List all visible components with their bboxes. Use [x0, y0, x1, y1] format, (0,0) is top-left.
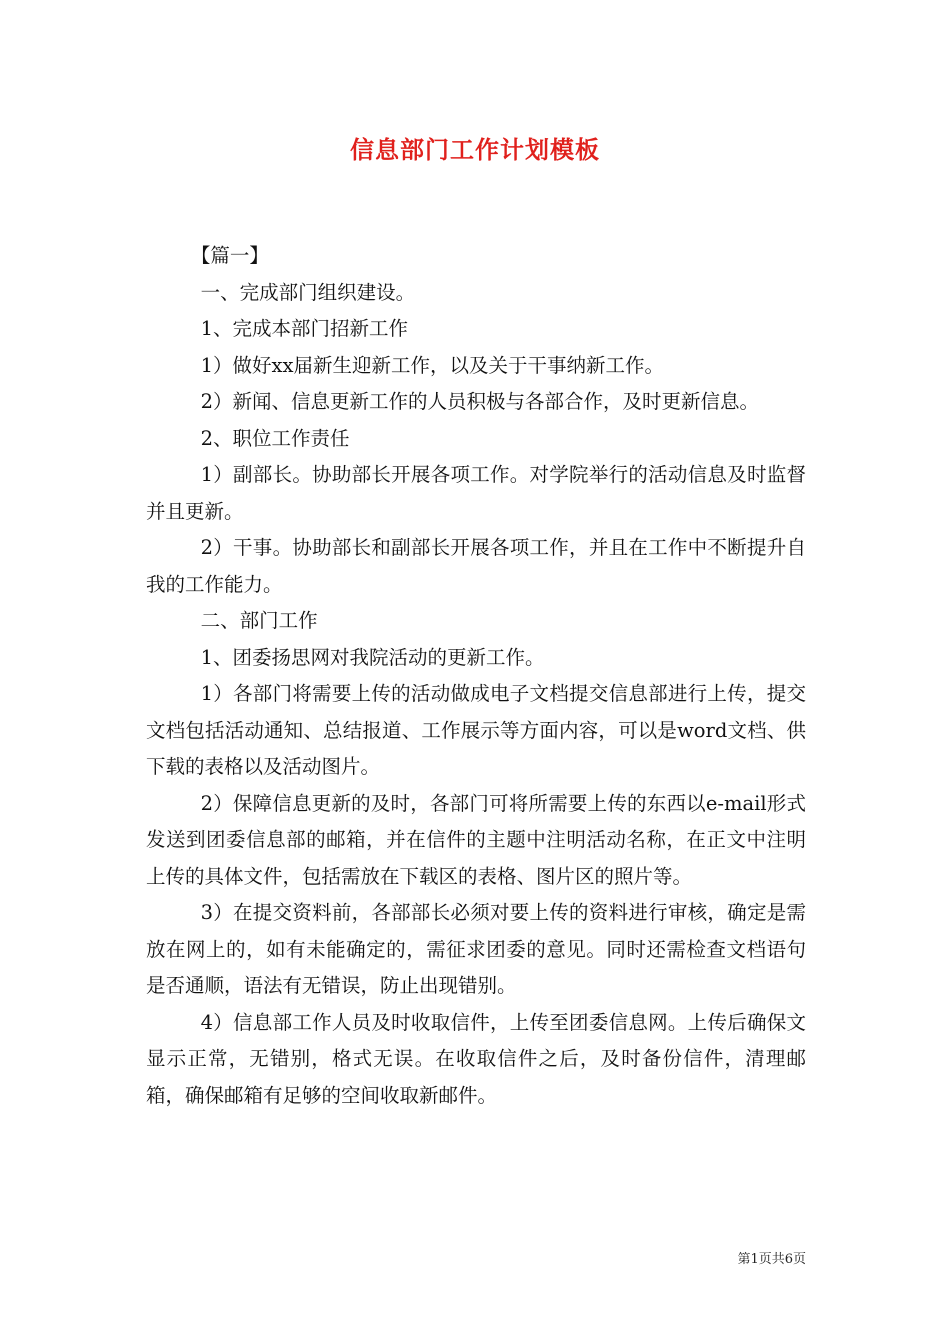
paragraph: 1）副部长。协助部长开展各项工作。对学院举行的活动信息及时监督并且更新。: [146, 463, 806, 523]
page-title: 信息部门工作计划模板: [350, 135, 600, 164]
document-body: [146, 238, 806, 1114]
paragraph: 二、部门工作: [200, 609, 318, 632]
section-marker: 【篇一】: [190, 244, 269, 267]
paragraph: 一、完成部门组织建设。: [200, 280, 416, 304]
paragraph: 2）新闻、信息更新工作的人员积极与各部合作，及时更新信息。: [200, 390, 760, 413]
paragraph: 2）干事。协助部长和副部长开展各项工作，并且在工作中不断提升自我的工作能力。: [146, 536, 806, 596]
paragraph: 1）做好xx届新生迎新工作，以及关于干事纳新工作。: [200, 353, 664, 377]
paragraph: 1、团委扬思网对我院活动的更新工作。: [200, 645, 545, 669]
paragraph: 2、职位工作责任: [200, 426, 350, 450]
paragraph: 4）信息部工作人员及时收取信件，上传至团委信息网。上传后确保文显示正常，无错别，格式无误。在收取信件之后，及时备份信件，清理邮箱，确保邮箱有足够的空间收取新邮件。: [146, 1010, 806, 1107]
paragraph: 1）各部门将需要上传的活动做成电子文档提交信息部进行上传，提交文档包括活动通知、总结报道、工作展示等方面内容，可以是word文档、供下载的表格以及活动图片。: [146, 682, 806, 778]
paragraph: 2）保障信息更新的及时，各部门可将所需要上传的东西以e-mail形式发送到团委信息部的邮箱，并在信件的主题中注明活动名称，在正文中注明上传的具体文件，包括需放在下载区的表格、图片区的照片等。: [146, 791, 806, 888]
page-number: 第1页共6页: [737, 1252, 806, 1267]
paragraph: 1、完成本部门招新工作: [200, 317, 409, 340]
paragraph: 3）在提交资料前，各部部长必须对要上传的资料进行审核，确定是需放在网上的，如有未能确定的，需征求团委的意见。同时还需检查文档语句是否通顺，语法有无错误，防止出现错别。: [146, 901, 806, 997]
